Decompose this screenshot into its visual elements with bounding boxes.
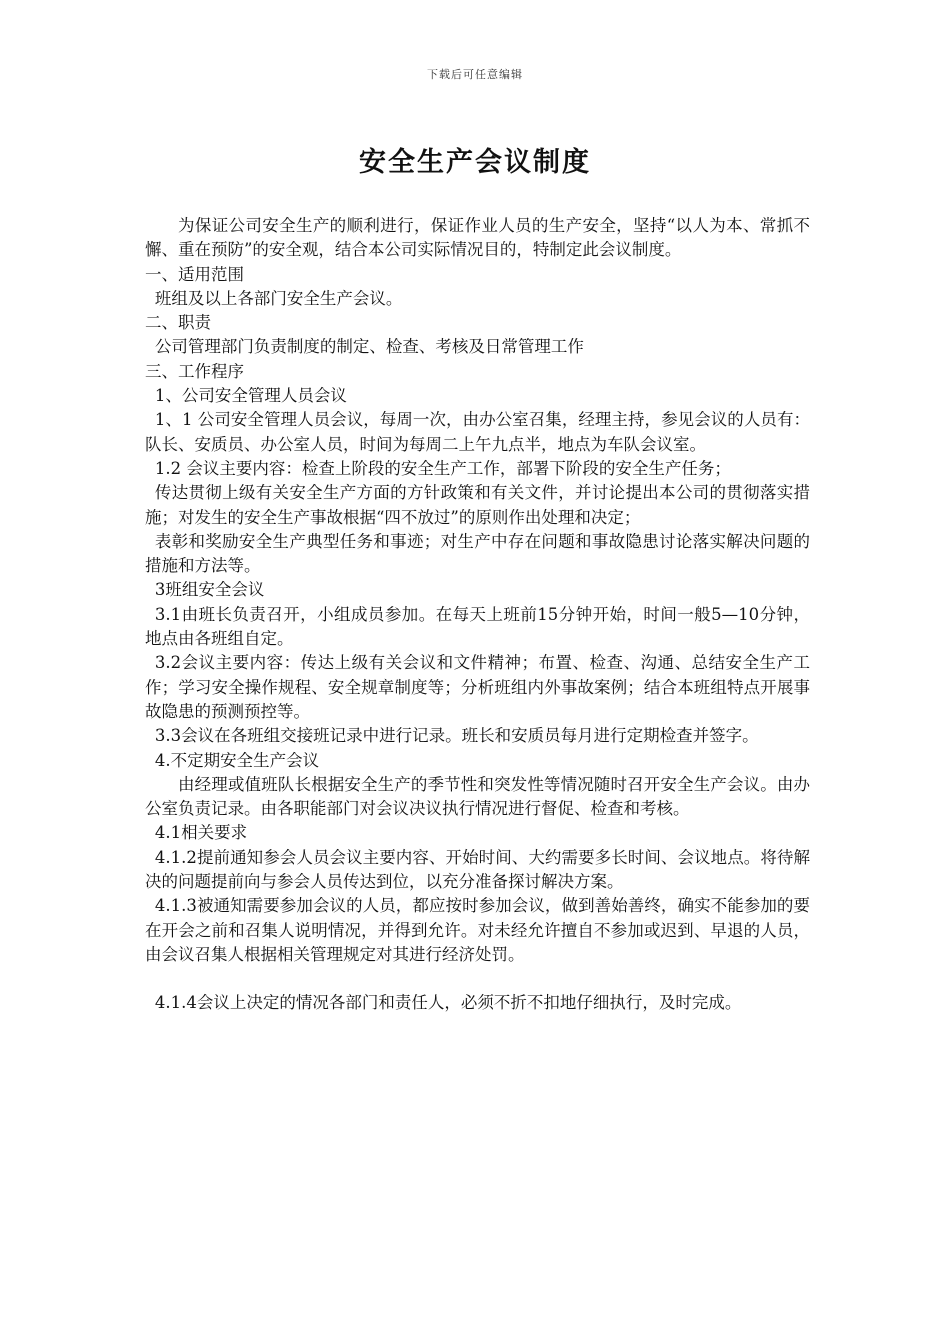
paragraph-3-3: 3.3会议在各班组交接班记录中进行记录。班长和安质员每月进行定期检查并签字。 (154, 726, 759, 746)
section-heading-scope: 一、适用范围 (145, 264, 244, 284)
paragraph-spacer (145, 967, 810, 991)
subsection-heading-4: 4.不定期安全生产会议 (154, 750, 320, 770)
paragraph-4-1-4: 4.1.4会议上决定的情况各部门和责任人，必须不折不扣地仔细执行，及时完成。 (154, 993, 742, 1013)
paragraph-4-1-2: 4.1.2提前通知参会人员会议主要内容、开始时间、大约需要多长时间、会议地点。将待解决的问题提前向与参会人员传达到位，以充分准备探讨解决方案。 (145, 847, 810, 892)
subsection-heading-4-1: 4.1相关要求 (154, 823, 248, 843)
paragraph-3-2: 3.2会议主要内容：传达上级有关会议和文件精神；布置、检查、沟通、总结安全生产工作；学习安全操作规程、安全规章制度等；分析班组内外事故案例；结合本班组特点开展事故隐患的预测预控等。 (145, 653, 810, 721)
document-title: 安全生产会议制度 (359, 147, 591, 178)
paragraph-1-2-policy: 传达贯彻上级有关安全生产方面的方针政策和有关文件，并讨论提出本公司的贯彻落实措施；对发生的安全生产事故根据“四不放过”的原则作出处理和决定； (145, 483, 810, 527)
paragraph-4-1-3: 4.1.3被通知需要参加会议的人员，都应按时参加会议，做到善始善终，确实不能参加的要在开会之前和召集人说明情况，并得到允许。对未经允许擅自不参加或迟到、早退的人员，由会议召集人根据相关管理规定对其进行经济处罚。 (145, 896, 810, 964)
paragraph-3-1: 3.1由班长负责召开，小组成员参加。在每天上班前15分钟开始，时间一般5—10分钟，地点由各班组自定。 (145, 604, 810, 649)
duties-paragraph: 公司管理部门负责制度的制定、检查、考核及日常管理工作 (154, 337, 584, 357)
section-heading-procedure: 三、工作程序 (145, 361, 244, 381)
document-body (145, 214, 810, 1016)
header-note: 下载后可任意编辑 (427, 68, 523, 81)
paragraph-1-2: 1.2 会议主要内容：检查上阶段的安全生产工作，部署下阶段的安全生产任务； (154, 458, 731, 478)
subsection-heading-3: 3班组安全会议 (154, 580, 265, 600)
subsection-heading-1: 1、公司安全管理人员会议 (154, 386, 347, 406)
scope-paragraph: 班组及以上各部门安全生产会议。 (154, 288, 403, 308)
paragraph-4-intro: 由经理或值班队长根据安全生产的季节性和突发性等情况随时召开安全生产会议。由办公室负责记录。由各职能部门对会议决议执行情况进行督促、检查和考核。 (145, 774, 810, 819)
section-heading-duties: 二、职责 (145, 313, 211, 333)
intro-paragraph: 为保证公司安全生产的顺利进行，保证作业人员的生产安全，坚持“以人为本、常抓不懈、重在预防”的安全观，结合本公司实际情况目的，特制定此会议制度。 (145, 216, 810, 260)
paragraph-1-1: 1、1 公司安全管理人员会议，每周一次，由办公室召集，经理主持，参见会议的人员有：队长、安质员、办公室人员，时间为每周二上午九点半，地点为车队会议室。 (145, 410, 810, 454)
paragraph-1-2-commend: 表彰和奖励安全生产典型任务和事迹；对生产中存在问题和事故隐患讨论落实解决问题的措施和方法等。 (145, 531, 810, 576)
